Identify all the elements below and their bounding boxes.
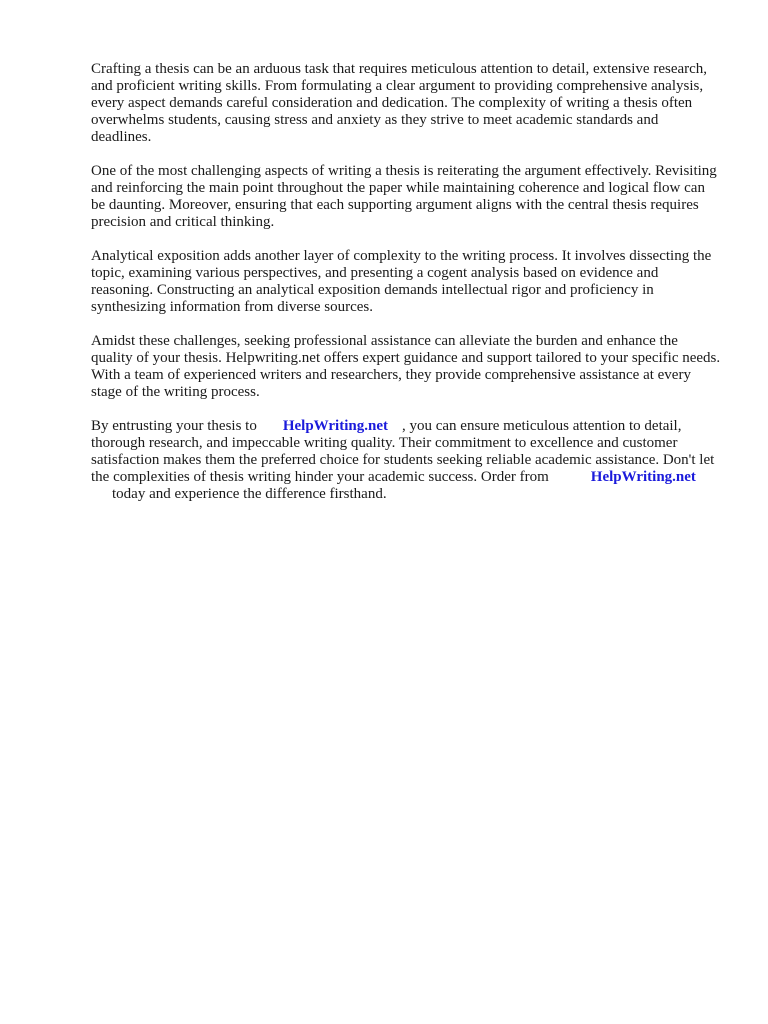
helpwriting-link-2[interactable]: HelpWriting.net xyxy=(590,469,696,485)
cta-text-after-link: today and experience the difference firsthand. xyxy=(112,486,387,502)
document-body xyxy=(91,61,721,520)
paragraph-professional-assistance: Amidst these challenges, seeking professional assistance can alleviate the burden and enhance the quality of your thesis. Helpwriting.net offers expert guidance and support tailored to your specific needs. With a team of experienced writers and researchers, they provide comprehensive assistance at every stage of the writing process. xyxy=(91,333,721,400)
paragraph-call-to-action xyxy=(91,418,721,503)
paragraph-reiterating-argument: One of the most challenging aspects of writing a thesis is reiterating the argument effectively. Revisiting and reinforcing the main point throughout the paper while maintaining coherence and logical flow can be daunting. Moreover, ensuring that each supporting argument aligns with the central thesis requires precision and critical thinking. xyxy=(91,163,717,230)
cta-text-middle: , you can ensure meticulous attention to detail, thorough research, and impeccable writing quality. Their commitment to excellence and customer satisfaction makes them the preferred choice for students seeking reliable academic assistance. Don't let the complexities of thesis writing hinder your academic success. Order from xyxy=(91,418,715,485)
paragraph-analytical-exposition: Analytical exposition adds another layer of complexity to the writing process. It involves dissecting the topic, examining various perspectives, and presenting a cogent analysis based on evidence and reasoning. Constructing an analytical exposition demands intellectual rigor and proficiency in synthesizing information from diverse sources. xyxy=(91,248,712,315)
paragraph-intro: Crafting a thesis can be an arduous task that requires meticulous attention to detail, extensive research, and proficient writing skills. From formulating a clear argument to providing comprehensive analysis, every aspect demands careful consideration and dedication. The complexity of writing a thesis often overwhelms students, causing stress and anxiety as they strive to meet academic standards and deadlines. xyxy=(91,61,708,145)
helpwriting-link-1[interactable]: HelpWriting.net xyxy=(282,418,388,434)
cta-text-before-link: By entrusting your thesis to xyxy=(91,418,257,434)
